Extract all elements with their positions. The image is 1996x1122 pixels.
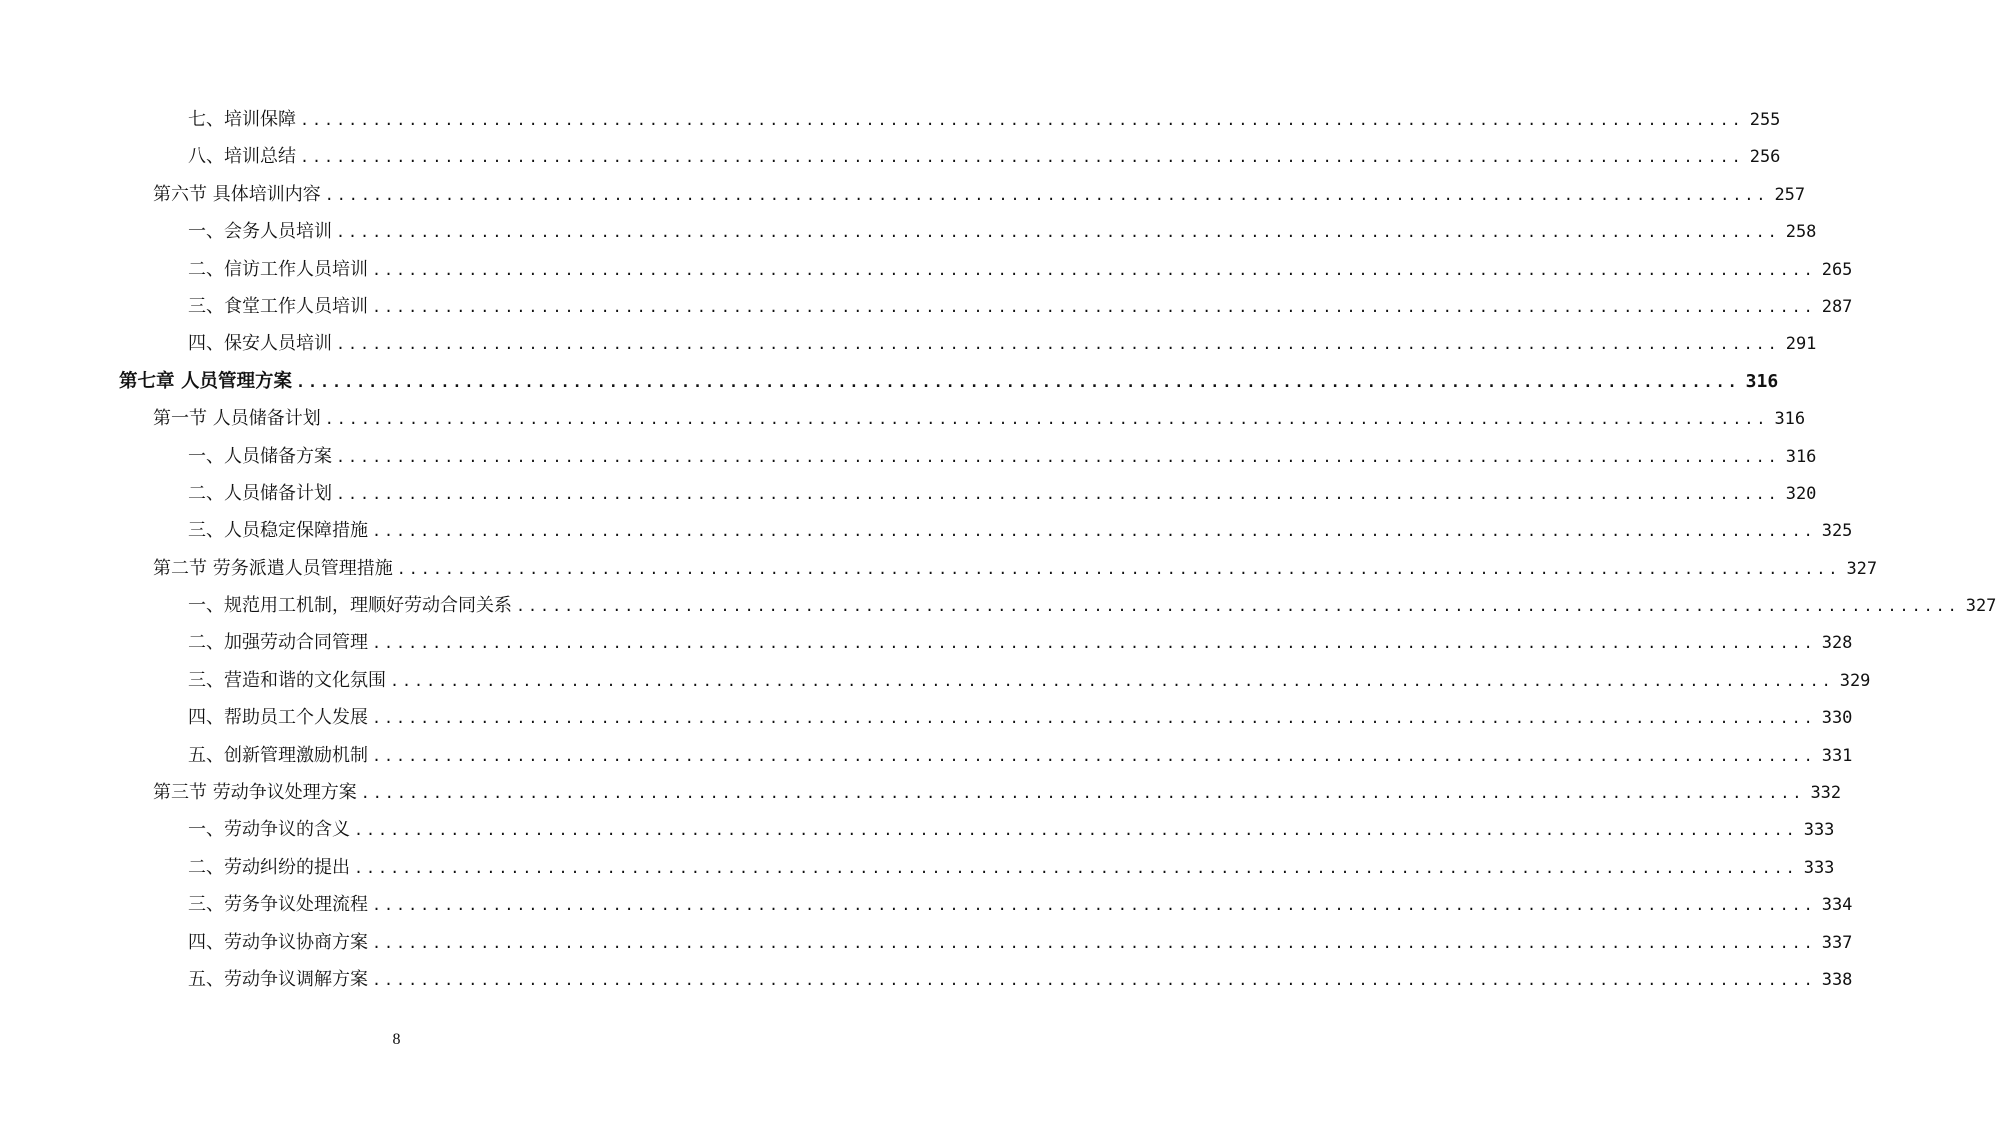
toc-entry[interactable] (0, 512, 1853, 549)
toc-entry-page: 265 (1821, 259, 1853, 280)
toc-dot-leader: ........................................................................................................................ (300, 148, 1744, 167)
toc-entry-page: 291 (1785, 334, 1817, 355)
toc-entry-label: 七、培训保障 (188, 109, 296, 130)
toc-dot-leader: ........................................................................................................................ (372, 522, 1816, 541)
toc-entry-page: 331 (1821, 745, 1853, 766)
toc-dot-leader: ........................................................................................................................ (372, 634, 1816, 653)
toc-dot-leader: ........................................................................................................................ (336, 447, 1780, 466)
toc-entry-page: 328 (1821, 633, 1853, 654)
toc-entry-label: 四、劳动争议协商方案 (188, 931, 368, 953)
toc-dot-leader: ........................................................................................................................ (336, 484, 1780, 503)
toc-entry-label: 五、创新管理激励机制 (188, 744, 368, 766)
toc-entry-label: 三、食堂工作人员培训 (188, 295, 368, 317)
toc-entry-page: 316 (1745, 370, 1779, 392)
toc-entry[interactable] (0, 961, 1853, 998)
toc-dot-leader: ........................................................................................................................ (390, 671, 1834, 690)
toc-dot-leader: ........................................................................................................................ (372, 746, 1816, 765)
toc-entry-page: 333 (1803, 820, 1835, 841)
toc-dot-leader: ........................................................................................................................ (360, 784, 1805, 803)
toc-entry[interactable] (0, 774, 1842, 811)
toc-entry[interactable] (0, 325, 1817, 362)
toc-entry-label: 八、培训总结 (188, 146, 296, 168)
toc-entry[interactable] (0, 475, 1817, 512)
toc-dot-leader: ........................................................................................................................ (300, 111, 1744, 129)
toc-entry[interactable] (0, 624, 1853, 661)
toc-entry-page: 257 (1774, 184, 1806, 205)
toc-dot-leader: ........................................................................................................................ (324, 410, 1769, 429)
toc-entry-label: 第七章 人员管理方案 (119, 370, 292, 392)
toc-entry-label: 二、人员储备计划 (188, 482, 332, 504)
toc-entry-label: 五、劳动争议调解方案 (188, 968, 368, 990)
toc-entry-label: 二、劳动纠纷的提出 (188, 856, 350, 878)
toc-dot-leader: ........................................................................................................................ (372, 970, 1816, 989)
toc-entry[interactable] (0, 550, 1878, 587)
toc-dot-leader: ........................................................................................................................ (354, 821, 1798, 840)
toc-entry-page: 337 (1821, 932, 1853, 953)
toc-entry-page: 329 (1839, 670, 1871, 691)
toc-entry[interactable] (0, 924, 1853, 961)
toc-entry-label: 一、会务人员培训 (188, 221, 332, 243)
toc-entry-page: 325 (1821, 521, 1853, 542)
toc-entry-label: 二、信访工作人员培训 (188, 258, 368, 280)
toc-entry[interactable] (0, 662, 1871, 699)
toc-entry-label: 三、人员稳定保障措施 (188, 520, 368, 542)
toc-entry-page: 320 (1785, 483, 1817, 504)
toc-entry-label: 四、保安人员培训 (188, 333, 332, 355)
toc-entry[interactable] (0, 251, 1853, 288)
toc-entry-page: 330 (1821, 708, 1853, 729)
toc-dot-leader: ........................................................................................................................ (372, 297, 1816, 316)
toc-entry[interactable] (0, 138, 1781, 175)
toc-dot-leader: ........................................................................................................................ (336, 223, 1780, 242)
toc-entry[interactable] (0, 699, 1853, 736)
page-number: 8 (392, 1031, 401, 1048)
toc-entry[interactable] (0, 213, 1817, 250)
toc-entry[interactable] (0, 886, 1853, 923)
toc-entry-label: 一、规范用工机制，理顺好劳动合同关系 (188, 595, 512, 617)
toc-entry-page: 287 (1821, 296, 1853, 317)
toc-entry-page: 316 (1774, 409, 1806, 430)
toc-dot-leader: ........................................................................................................................ (516, 597, 1960, 616)
toc-entry[interactable] (0, 101, 1781, 138)
toc-dot-leader: ........................................................................................................................ (324, 185, 1769, 204)
toc-dot-leader: ........................................................................................................................ (372, 709, 1816, 728)
toc-entry-page: 332 (1810, 783, 1842, 804)
table-of-contents (0, 101, 1996, 998)
toc-entry[interactable] (0, 438, 1817, 475)
toc-entry-label: 一、劳动争议的含义 (188, 819, 350, 841)
toc-dot-leader: ........................................................................................................................ (372, 933, 1816, 952)
toc-entry-page: 316 (1785, 446, 1817, 467)
toc-entry[interactable] (0, 400, 1806, 437)
toc-entry-label: 一、人员储备方案 (188, 445, 332, 467)
toc-entry-label: 第一节 人员储备计划 (153, 408, 321, 430)
toc-entry-page: 327 (1846, 558, 1878, 579)
toc-dot-leader: ........................................................................................................................ (336, 335, 1780, 354)
toc-dot-leader: ........................................................................................................................ (372, 896, 1816, 915)
toc-entry-label: 第六节 具体培训内容 (153, 183, 321, 205)
toc-entry[interactable] (0, 849, 1835, 886)
toc-entry-page: 255 (1749, 110, 1781, 130)
toc-dot-leader: ........................................................................................................................ (396, 559, 1841, 578)
toc-entry[interactable] (0, 737, 1853, 774)
toc-entry[interactable] (0, 288, 1853, 325)
toc-entry-page: 258 (1785, 222, 1817, 243)
toc-entry-label: 三、劳务争议处理流程 (188, 894, 368, 916)
toc-entry-page: 338 (1821, 969, 1853, 990)
toc-entry[interactable] (0, 176, 1806, 213)
toc-dot-leader: ........................................................................................................................ (354, 858, 1798, 877)
toc-entry-page: 334 (1821, 895, 1853, 916)
toc-dot-leader: ........................................................................................................................ (372, 260, 1816, 279)
toc-entry[interactable] (0, 811, 1835, 848)
toc-entry[interactable] (0, 363, 1779, 400)
toc-entry-page: 327 (1965, 596, 1996, 617)
toc-entry-label: 三、营造和谐的文化氛围 (188, 669, 386, 691)
toc-entry-label: 二、加强劳动合同管理 (188, 632, 368, 654)
toc-entry-page: 256 (1749, 147, 1781, 168)
toc-entry-page: 333 (1803, 857, 1835, 878)
toc-entry-label: 四、帮助员工个人发展 (188, 707, 368, 729)
toc-entry-label: 第三节 劳动争议处理方案 (153, 782, 357, 804)
toc-entry-label: 第二节 劳务派遣人员管理措施 (153, 557, 393, 579)
toc-entry[interactable] (0, 587, 1996, 624)
toc-dot-leader: ........................................................................................................................ (295, 372, 1740, 391)
